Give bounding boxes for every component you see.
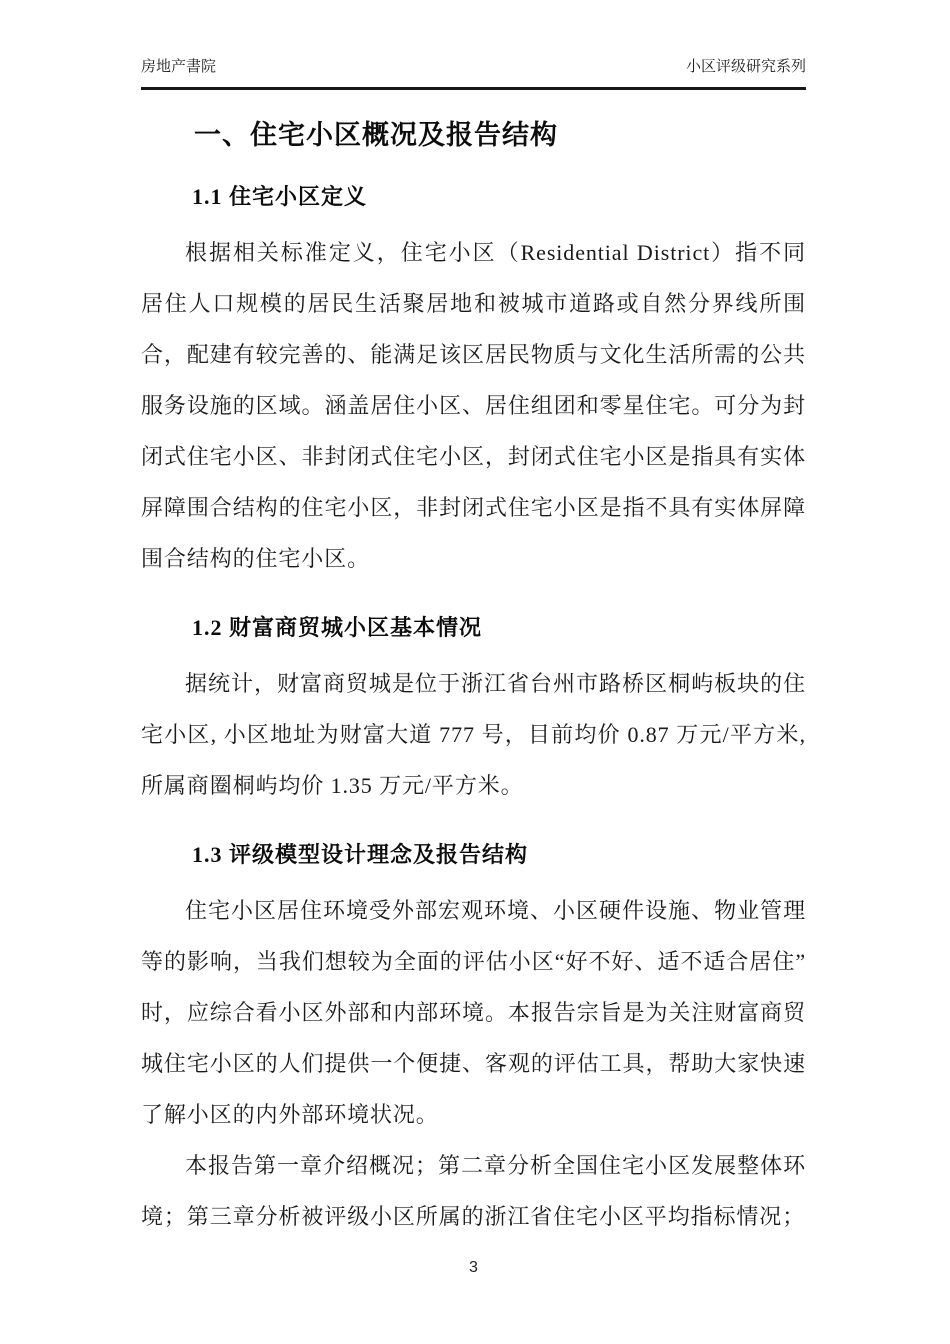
header-left-text: 房地产書院 xyxy=(141,58,217,75)
section-1-3 xyxy=(141,840,806,1242)
paragraph: 住宅小区居住环境受外部宏观环境、小区硬件设施、物业管理等的影响，当我们想较为全面的评估小区“好不好、适不适合居住”时，应综合看小区外部和内部环境。本报告宗旨是为关注财富商贸城住宅小区的人们提供一个便捷、客观的评估工具，帮助大家快速了解小区的内外部环境状况。 xyxy=(141,898,806,1127)
running-header xyxy=(141,57,806,90)
section-heading-1-2: 1.2 财富商贸城小区基本情况 xyxy=(192,615,483,640)
section-1-2 xyxy=(141,613,806,811)
paragraph: 据统计，财富商贸城是位于浙江省台州市路桥区桐屿板块的住宅小区, 小区地址为财富大道 777 号，目前均价 0.87 万元/平方米, 所属商圈桐屿均价 1.35 万元/平方米。 xyxy=(141,671,806,798)
footer xyxy=(141,1258,806,1278)
section-heading-1-1: 1.1 住宅小区定义 xyxy=(192,184,368,209)
page-title: 一、住宅小区概况及报告结构 xyxy=(194,120,558,150)
paragraph: 根据相关标准定义，住宅小区（Residential District）指不同居住人口规模的居民生活聚居地和被城市道路或自然分界线所围合，配建有较完善的、能满足该区居民物质与文化生活所需的公共服务设施的区域。涵盖居住小区、居住组团和零星住宅。可分为封闭式住宅小区、非封闭式住宅小区，封闭式住宅小区是指具有实体屏障围合结构的住宅小区，非封闭式住宅小区是指不具有实体屏障围合结构的住宅小区。 xyxy=(141,240,806,571)
header-right-text: 小区评级研究系列 xyxy=(685,58,806,75)
section-heading-1-3: 1.3 评级模型设计理念及报告结构 xyxy=(192,842,529,867)
page-number: 3 xyxy=(469,1259,478,1276)
paragraph: 本报告第一章介绍概况；第二章分析全国住宅小区发展整体环境；第三章分析被评级小区所属的浙江省住宅小区平均指标情况； xyxy=(141,1153,806,1229)
section-1-1 xyxy=(141,182,806,584)
